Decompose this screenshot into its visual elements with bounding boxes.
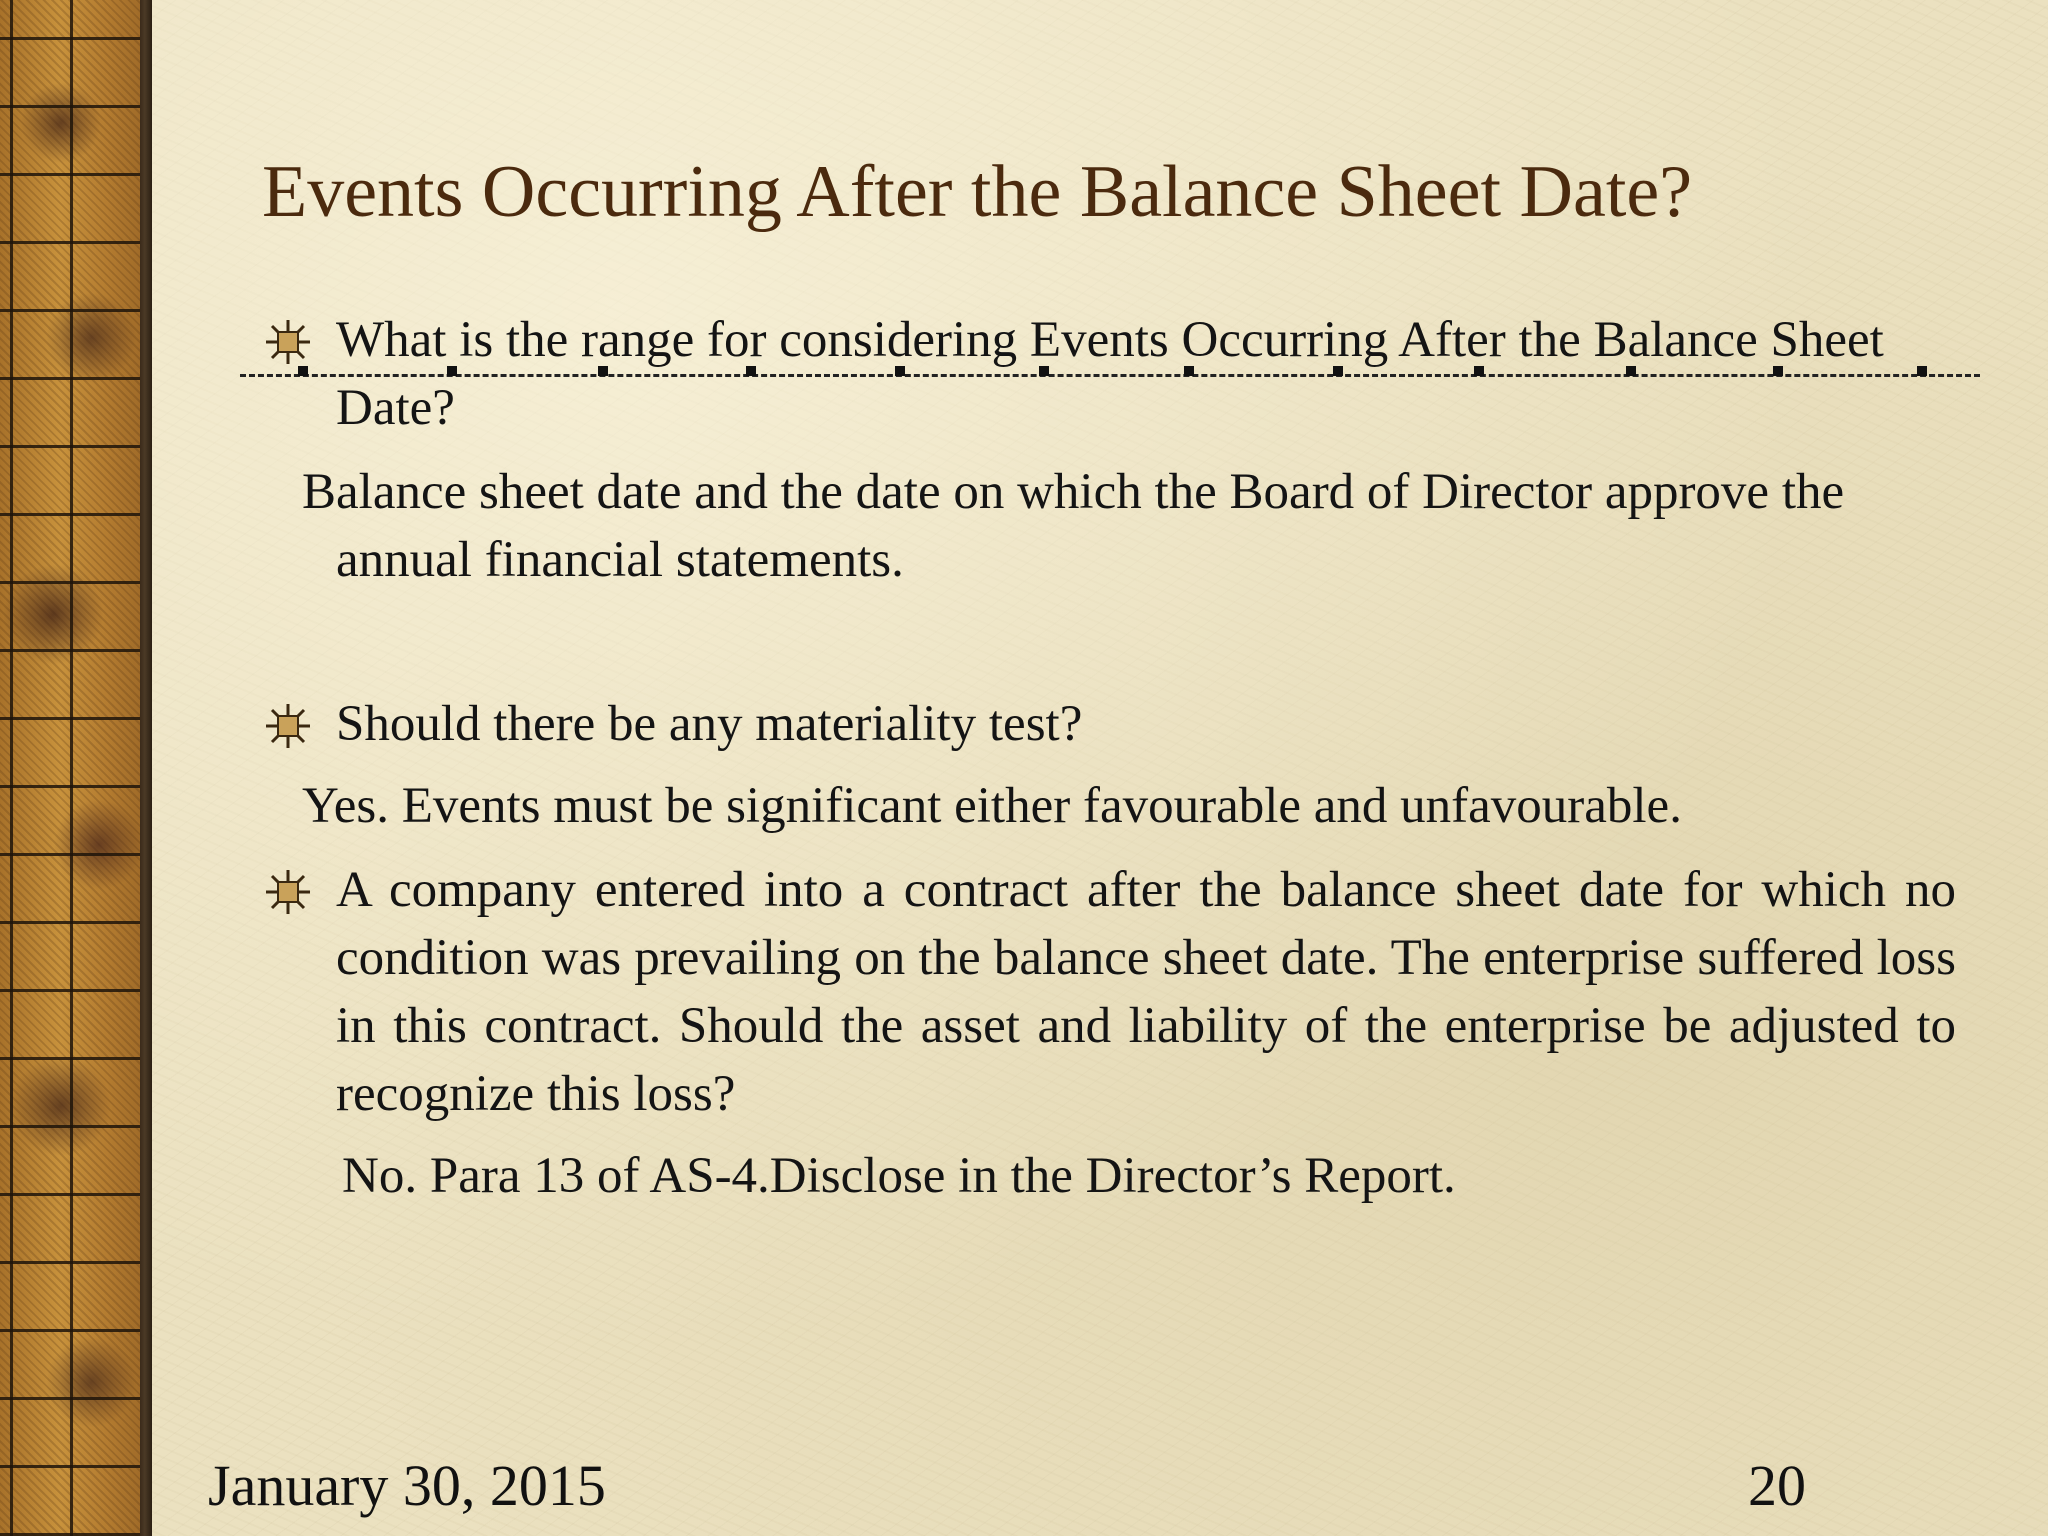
question-text: What is the range for considering Events Occurring After the Balance Sheet Date? xyxy=(336,312,1884,436)
left-border-edge xyxy=(140,0,152,1536)
answer-text-2: Yes. Events must be significant either favourable and unfavourable. xyxy=(302,778,1682,834)
star-bullet-icon xyxy=(264,700,312,748)
star-bullet-icon xyxy=(264,866,312,914)
question-text: Should there be any materiality test? xyxy=(336,696,1083,752)
left-border-grid xyxy=(0,0,152,1536)
bullet-item-3 xyxy=(264,856,1956,1128)
footer-date: January 30, 2015 xyxy=(208,1453,606,1518)
question-text: A company entered into a contract after the balance sheet date for which no condition was prevailing on the balance sheet date. The enterprise suffered loss in this contract. Should the asset and liability of the enterprise be adjusted to recognize this loss? xyxy=(336,862,1956,1122)
star-bullet-icon xyxy=(264,316,312,364)
answer-text-3: No. Para 13 of AS-4.Disclose in the Director’s Report. xyxy=(342,1148,1456,1204)
bullet-item-1 xyxy=(264,306,1956,442)
bullet-item-2 xyxy=(264,690,1956,758)
answer-text-1: Balance sheet date and the date on which the Board of Director approve the annual financial statements. xyxy=(302,464,1845,588)
slide-title: Events Occurring After the Balance Sheet Date? xyxy=(262,151,1693,233)
slide-number: 20 xyxy=(1748,1453,1806,1518)
